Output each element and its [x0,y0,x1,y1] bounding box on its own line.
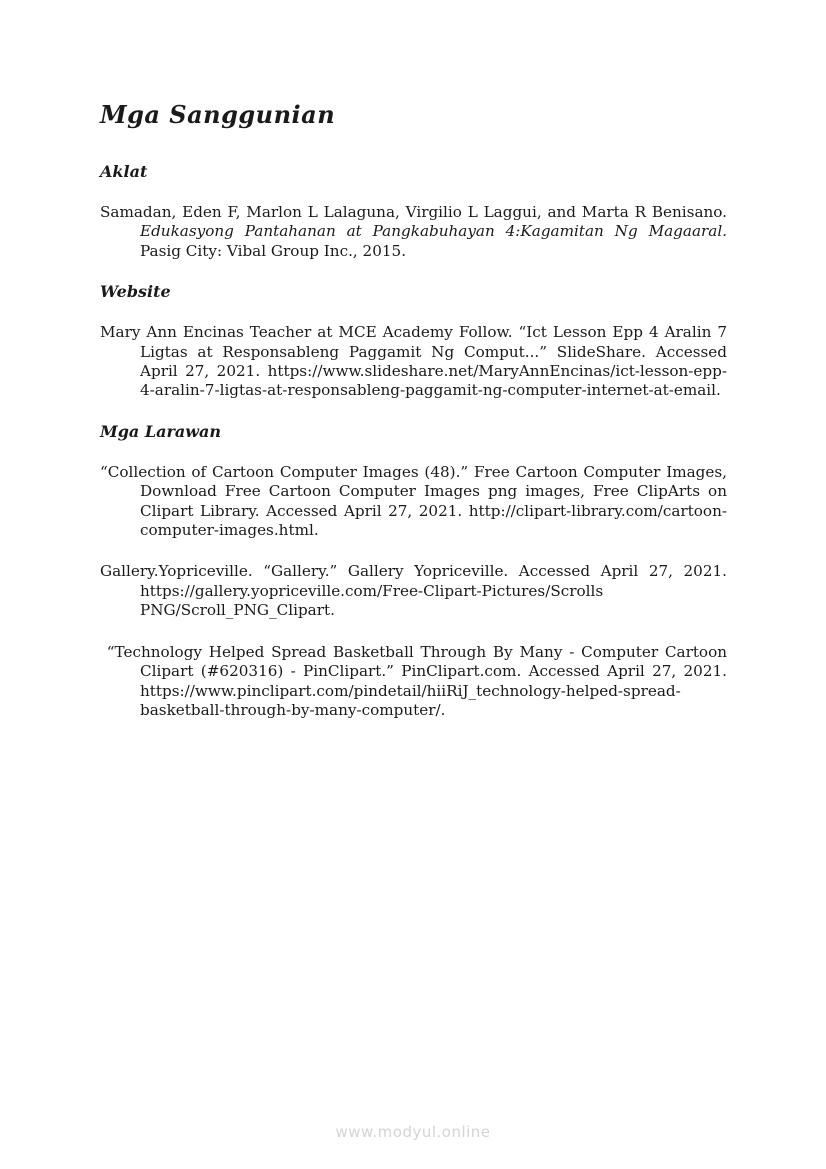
citation-text: “Technology Helped Spread Basketball Through By Many - Computer Cartoon Clipart (#620316) - PinClipart.” PinClipart.com. Accessed April 27, 2021. https://www.pinclipart.com/pindetail/hiiRiJ_technology-helped-spread- basketball-through-by-many-computer/. [100,642,727,719]
citation-entry [100,643,727,721]
citation-text: “Collection of Cartoon Computer Images (48).” Free Cartoon Computer Images, Download Free Cartoon Computer Images png images, Free ClipArts on Clipart Library. Accessed April 27, 2021. http://clipart-library.com/cartoon-computer-images.html. [100,462,727,540]
citation-entry [100,562,727,620]
page-title: Mga Sanggunian [100,100,336,129]
section-heading: Website [100,282,171,302]
references-list [100,163,727,720]
citation-text: Samadan, Eden F, Marlon L Lalaguna, Virgilio L Laggui, and Marta R Benisano. [100,203,727,221]
citation-text: Gallery.Yopriceville. “Gallery.” Gallery Yopriceville. Accessed April 27, 2021. https://gallery.yopriceville.com/Free-Clipart-Pictures/Scrolls PNG/Scroll_PNG_Clipart. [100,562,727,620]
section-heading: Mga Larawan [100,421,222,441]
citation-text-italic: Edukasyong Pantahanan at Pangkabuhayan 4:Kagamitan Ng Magaaral. [140,222,727,241]
citation-entry [100,463,727,541]
footer-watermark: www.modyul.online [335,1123,491,1141]
section-heading: Aklat [100,162,148,181]
citation-entry [100,203,727,261]
citation-text: Mary Ann Encinas Teacher at MCE Academy Follow. “Ict Lesson Epp 4 Aralin 7 Ligtas at Responsableng Paggamit Ng Comput...” SlideShare. Accessed April 27, 2021. https://www.slideshare.net/MaryAnnEncinas/ict-lesson-epp-4-aralin-7-ligtas-at-responsableng-paggamit-ng-computer-internet-at-email. [100,323,727,400]
citation-text: Pasig City: Vibal Group Inc., 2015. [140,241,407,260]
citation-entry [100,323,727,401]
